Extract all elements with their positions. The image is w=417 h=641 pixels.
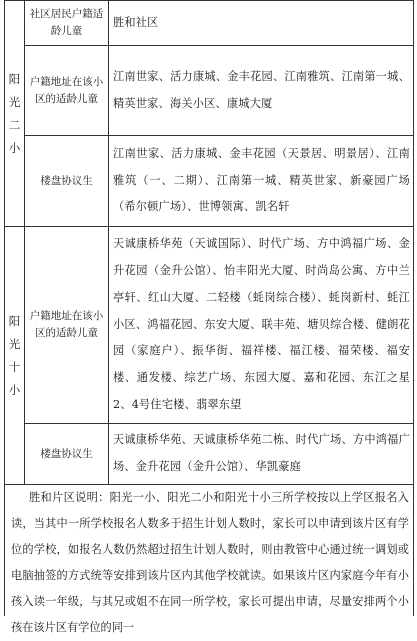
school-name-char: 二 [8,117,21,132]
zone-note-paragraph: 胜和片区说明：阳光一小、阳光二小和阳光十小三所学校按以上学区报名入读，当其中一所学校报名人数多于招生计划人数时，家长可以申请到该片区有学位的学校，如报名人数仍然超过招生计划人数时，则由教管中心通过统一调划或电脑抽签的方式统等安排到该片区内其他学校就读。如果该片区内家庭今年有小孩入读一年级，与其兄或姐不在同一所学校，家长可提出申请，尽量安排两个小孩在该片区有学位的同一 [4,484,414,616]
category-label: 社区居民户籍适龄儿童 [25,1,109,46]
table-row [5,136,414,227]
category-label: 户籍地址在该小区的适龄儿童 [25,227,109,424]
school-name-cell [5,227,25,485]
table-row [5,1,414,46]
table-row [5,46,414,136]
school-name-char: 阳 [8,71,21,86]
school-zone-table [4,0,414,485]
school-name-char: 小 [8,382,21,397]
category-label: 楼盘协议生 [25,136,109,227]
estate-list: 天诚康桥华苑（天诚国际）、时代广场、方中鸿福广场、金升花园（金升公馆）、怡丰阳光大厦、时尚岛公寓、方中兰亭轩、红山大厦、二轻楼（蚝岗综合楼）、蚝岗新村、蚝江小区、鸿福花园、东安大厦、联丰苑、塘贝综合楼、健朗花园（家庭户）、振华街、福祥楼、福江楼、福荣楼、福安楼、通发楼、综艺广场、东园大厦、嘉和花园、东江之星2、4号住宅楼、翡翠东望 [109,227,414,424]
school-name-char: 小 [8,140,21,155]
estate-list: 天诚康桥华苑、天诚康桥华苑二栋、时代广场、方中鸿福广场、金升花园（金升公馆）、华凯豪庭 [109,424,414,485]
table-row [5,424,414,485]
school-name-char: 光 [8,336,21,351]
school-name-char: 光 [8,94,21,109]
school-name-char: 十 [8,359,21,374]
estate-list: 胜和社区 [109,1,414,46]
school-name-char: 阳 [8,313,21,328]
estate-list: 江南世家、活力康城、金丰花园（天景居、明景居）、江南雅筑（一、二期）、江南第一城、精英世家、新豪园广场（希尔顿广场）、世博领寓、凯名轩 [109,136,414,227]
category-label: 户籍地址在该小区的适龄儿童 [25,46,109,136]
table-row [5,227,414,424]
category-label: 楼盘协议生 [25,424,109,485]
school-name-cell [5,1,25,227]
estate-list: 江南世家、活力康城、金丰花园、江南雅筑、江南第一城、精英世家、海关小区、康城大厦 [109,46,414,136]
